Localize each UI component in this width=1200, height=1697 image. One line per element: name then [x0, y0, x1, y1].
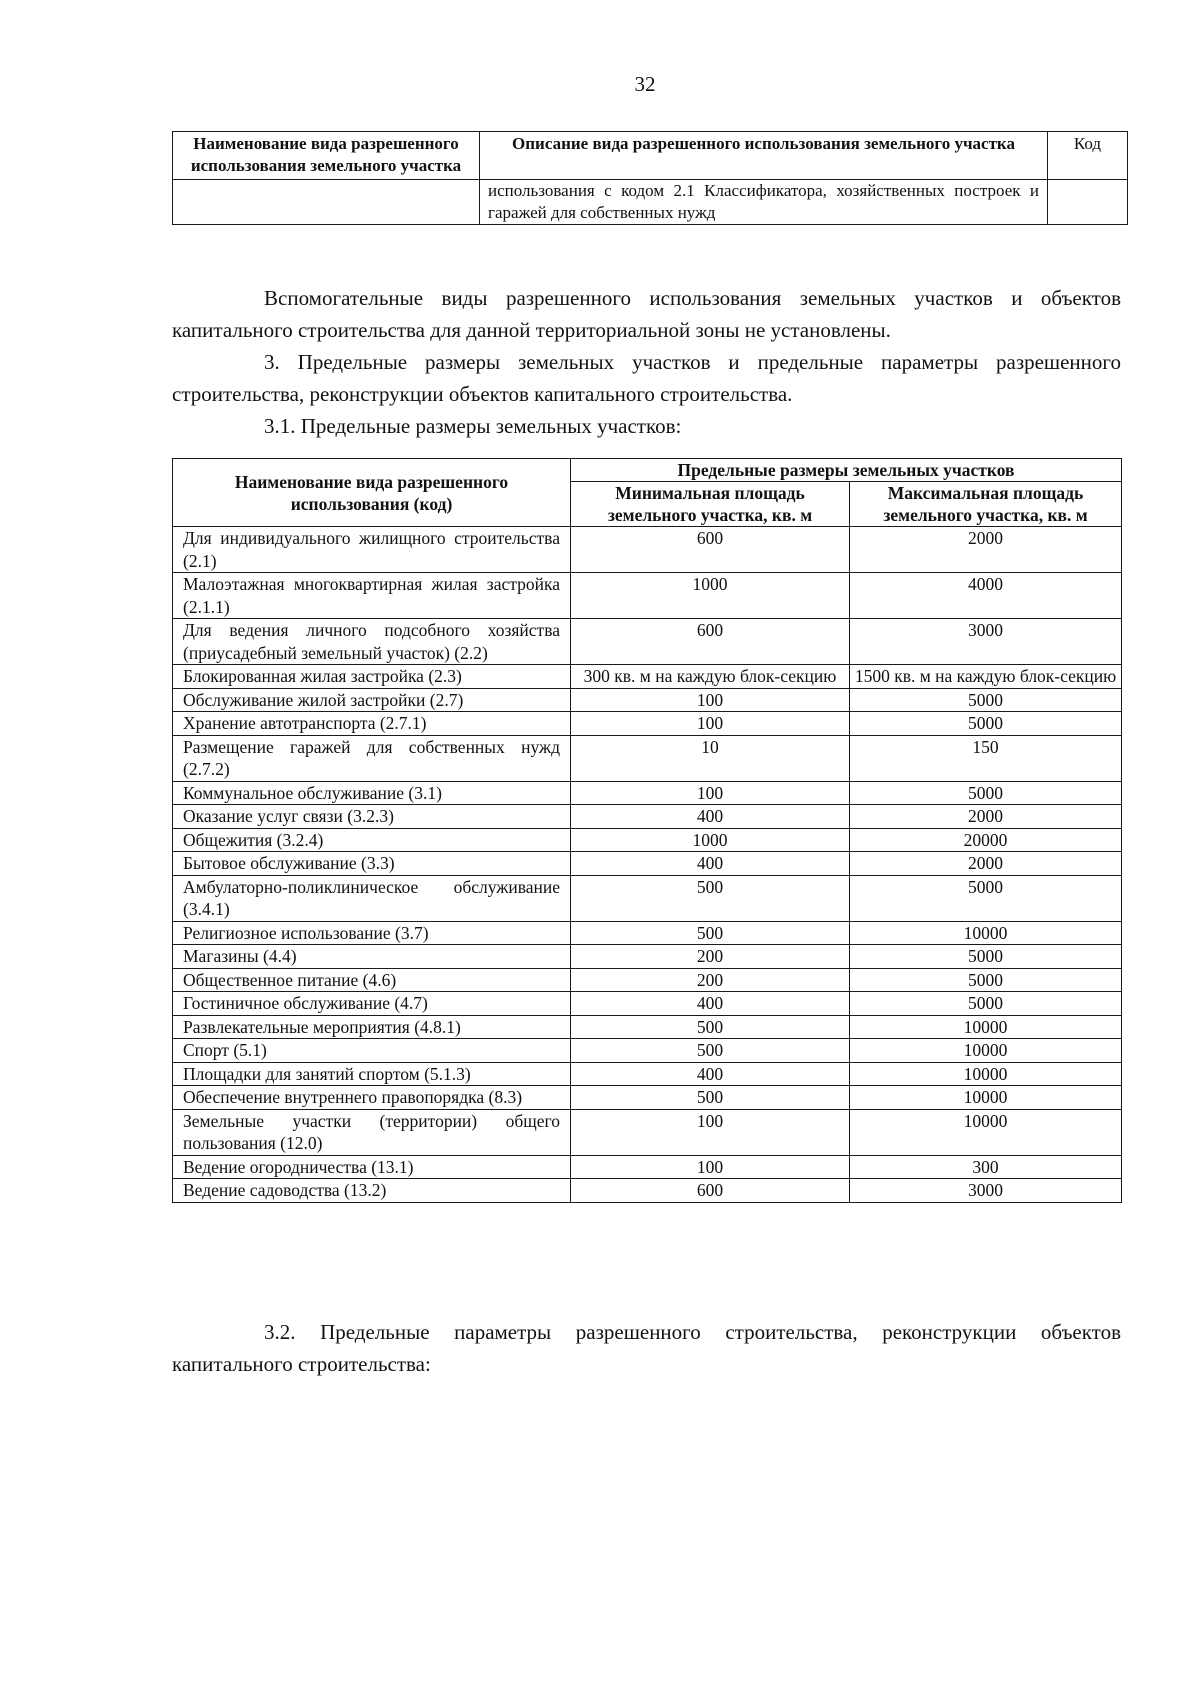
cell-land-use-name: Общественное питание (4.6) [173, 968, 571, 992]
cell-max-area: 10000 [850, 1086, 1122, 1110]
cell-land-use-name: Обеспечение внутреннего правопорядка (8.3) [173, 1086, 571, 1110]
section-3-1-heading: 3.1. Предельные размеры земельных участков: [264, 414, 682, 438]
cell-land-use-name: Развлекательные мероприятия (4.8.1) [173, 1015, 571, 1039]
cell-land-use-name: Бытовое обслуживание (3.3) [173, 852, 571, 876]
cell-max-area: 150 [850, 735, 1122, 781]
cell-min-area: 1000 [571, 573, 850, 619]
cell-min-area: 600 [571, 619, 850, 665]
cell-max-area: 3000 [850, 619, 1122, 665]
table-row [173, 712, 1122, 736]
header-land-use-name: Наименование вида разрешенного использования земельного участка [173, 132, 480, 180]
table-row [173, 180, 1128, 225]
header-code: Код [1048, 132, 1128, 180]
cell-max-area: 20000 [850, 828, 1122, 852]
header-min-area: Минимальная площадь земельного участка, кв. м [571, 482, 850, 527]
table-row [173, 1015, 1122, 1039]
table-row [173, 828, 1122, 852]
cell-land-use-name: Гостиничное обслуживание (4.7) [173, 992, 571, 1016]
cell-max-area: 10000 [850, 1109, 1122, 1155]
cell-land-use-name: Ведение огородничества (13.1) [173, 1155, 571, 1179]
cell-min-area: 600 [571, 527, 850, 573]
table-row [173, 1179, 1122, 1203]
table-row [173, 968, 1122, 992]
cell-min-area: 300 кв. м на каждую блок-секцию [571, 665, 850, 689]
header-land-use-name: Наименование вида разрешенного использования (код) [173, 459, 571, 527]
table-row [173, 665, 1122, 689]
cell-min-area: 500 [571, 875, 850, 921]
cell-max-area: 5000 [850, 945, 1122, 969]
table-row [173, 527, 1122, 573]
land-use-description-table [172, 131, 1128, 225]
cell-min-area: 100 [571, 1155, 850, 1179]
cell-land-use-name: Малоэтажная многоквартирная жилая застройка (2.1.1) [173, 573, 571, 619]
cell-max-area: 5000 [850, 968, 1122, 992]
cell-min-area: 400 [571, 852, 850, 876]
cell-min-area: 200 [571, 945, 850, 969]
cell-land-use-name: Коммунальное обслуживание (3.1) [173, 781, 571, 805]
cell-max-area: 10000 [850, 1039, 1122, 1063]
cell-land-use-name: Для ведения личного подсобного хозяйства (приусадебный земельный участок) (2.2) [173, 619, 571, 665]
cell-min-area: 400 [571, 1062, 850, 1086]
cell-min-area: 10 [571, 735, 850, 781]
cell-land-use-name: Религиозное использование (3.7) [173, 921, 571, 945]
cell-min-area: 100 [571, 1109, 850, 1155]
table-row [173, 619, 1122, 665]
cell-min-area: 500 [571, 1015, 850, 1039]
cell-max-area: 2000 [850, 852, 1122, 876]
cell-max-area: 10000 [850, 921, 1122, 945]
cell-min-area: 400 [571, 992, 850, 1016]
cell-land-use-name: Хранение автотранспорта (2.7.1) [173, 712, 571, 736]
cell-land-use-name: Общежития (3.2.4) [173, 828, 571, 852]
cell-max-area: 5000 [850, 712, 1122, 736]
cell-min-area: 100 [571, 781, 850, 805]
table-row [173, 781, 1122, 805]
header-size-limits: Предельные размеры земельных участков [571, 459, 1122, 482]
cell-min-area: 500 [571, 921, 850, 945]
cell-min-area: 600 [571, 1179, 850, 1203]
cell-max-area: 5000 [850, 688, 1122, 712]
cell-land-use-name: Амбулаторно-поликлиническое обслуживание (3.4.1) [173, 875, 571, 921]
header-description: Описание вида разрешенного использования земельного участка [480, 132, 1048, 180]
table-row [173, 1086, 1122, 1110]
page-number: 32 [634, 72, 656, 96]
plot-size-limits-table [172, 458, 1122, 1203]
table-row [173, 992, 1122, 1016]
header-max-area: Максимальная площадь земельного участка, кв. м [850, 482, 1122, 527]
section-3-2-heading: 3.2. Предельные параметры разрешенного строительства, реконструкции объектов капитального строительства: [172, 1320, 1121, 1376]
cell-min-area: 1000 [571, 828, 850, 852]
cell-min-area: 200 [571, 968, 850, 992]
cell-land-use-name: Для индивидуального жилищного строительства (2.1) [173, 527, 571, 573]
table-row [173, 945, 1122, 969]
table-row [173, 1109, 1122, 1155]
cell-max-area: 300 [850, 1155, 1122, 1179]
table-row [173, 688, 1122, 712]
cell-max-area: 1500 кв. м на каждую блок-секцию [850, 665, 1122, 689]
cell-max-area: 4000 [850, 573, 1122, 619]
cell-land-use-name: Спорт (5.1) [173, 1039, 571, 1063]
table-header-row [173, 459, 1122, 482]
table-row [173, 1155, 1122, 1179]
cell-min-area: 100 [571, 688, 850, 712]
cell-max-area: 10000 [850, 1015, 1122, 1039]
cell-land-use-name: Земельные участки (территории) общего пользования (12.0) [173, 1109, 571, 1155]
cell-land-use-name: Магазины (4.4) [173, 945, 571, 969]
cell-min-area: 500 [571, 1086, 850, 1110]
table-row [173, 573, 1122, 619]
cell-land-use-name: Блокированная жилая застройка (2.3) [173, 665, 571, 689]
cell-land-use-name: Размещение гаражей для собственных нужд (2.7.2) [173, 735, 571, 781]
cell-land-use-name: Ведение садоводства (13.2) [173, 1179, 571, 1203]
cell-max-area: 10000 [850, 1062, 1122, 1086]
cell-land-use-name: Площадки для занятий спортом (5.1.3) [173, 1062, 571, 1086]
cell-max-area: 3000 [850, 1179, 1122, 1203]
cell-min-area: 400 [571, 805, 850, 829]
table-row [173, 1062, 1122, 1086]
cell-max-area: 2000 [850, 805, 1122, 829]
cell-land-use-name: Оказание услуг связи (3.2.3) [173, 805, 571, 829]
table-row [173, 735, 1122, 781]
cell-name [173, 180, 480, 225]
table-row [173, 852, 1122, 876]
cell-max-area: 2000 [850, 527, 1122, 573]
cell-land-use-name: Обслуживание жилой застройки (2.7) [173, 688, 571, 712]
cell-max-area: 5000 [850, 992, 1122, 1016]
cell-min-area: 100 [571, 712, 850, 736]
table-row [173, 921, 1122, 945]
cell-code [1048, 180, 1128, 225]
cell-min-area: 500 [571, 1039, 850, 1063]
cell-max-area: 5000 [850, 875, 1122, 921]
cell-description: использования с кодом 2.1 Классификатора, хозяйственных построек и гаражей для собственных нужд [480, 180, 1048, 225]
table-row [173, 1039, 1122, 1063]
auxiliary-uses-paragraph: Вспомогательные виды разрешенного использования земельных участков и объектов капитального строительства для данной территориальной зоны не установлены. [172, 286, 1121, 342]
table-row [173, 875, 1122, 921]
cell-max-area: 5000 [850, 781, 1122, 805]
table-header-row [173, 132, 1128, 180]
section-3-heading: 3. Предельные размеры земельных участков и предельные параметры разрешенного строительства, реконструкции объектов капитального строительства. [172, 350, 1121, 406]
table-row [173, 805, 1122, 829]
